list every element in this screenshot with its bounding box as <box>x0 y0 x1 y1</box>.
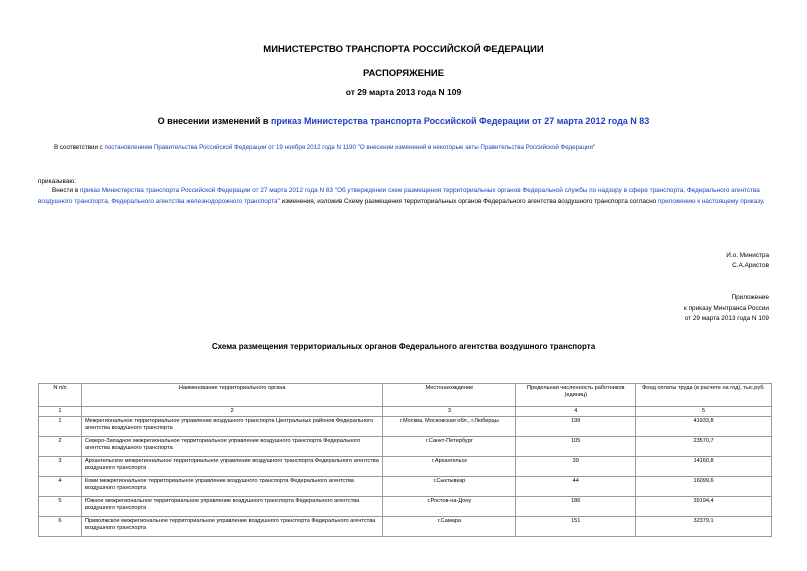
colnum-4: 4 <box>516 407 636 417</box>
table-row <box>39 437 772 457</box>
cell-location: г.Ростов-на-Дону <box>383 497 516 517</box>
cell-staff: 44 <box>516 477 636 497</box>
cell-fund: 32379,1 <box>636 517 772 537</box>
annex-line-3: от 29 марта 2013 года N 109 <box>684 315 769 322</box>
ministry-title: МИНИСТЕРСТВО ТРАНСПОРТА РОССИЙСКОЙ ФЕДЕРАЦИИ <box>263 44 544 55</box>
document-subject <box>0 116 807 126</box>
cell-location: г.Санкт-Петербург <box>383 437 516 457</box>
document-date: от 29 марта 2013 года N 109 <box>345 87 462 97</box>
basis-prefix: В соответствии с <box>54 144 105 151</box>
cell-num: 6 <box>39 517 82 537</box>
subject-link[interactable]: приказ Министерства транспорта Российской Федерации от 27 марта 2012 года N 83 <box>270 116 650 126</box>
cell-num: 4 <box>39 477 82 497</box>
table-row <box>39 417 772 437</box>
colnum-2: 2 <box>81 407 383 417</box>
table-row <box>39 517 772 537</box>
annex-link[interactable]: приложению к настоящему приказу <box>657 197 763 205</box>
cell-fund: 23570,7 <box>636 437 772 457</box>
para-suffix: . <box>762 197 765 205</box>
cell-staff: 39 <box>516 457 636 477</box>
para-prefix: Внести в <box>52 187 80 194</box>
signer-position: И.о. Министра <box>726 252 769 259</box>
document-type: РАСПОРЯЖЕНИЕ <box>362 68 445 79</box>
cell-num: 5 <box>39 497 82 517</box>
header-fund: Фонд оплаты труда (в расчете на год), тыс.руб. <box>636 384 772 407</box>
cell-location: г.Самара <box>383 517 516 537</box>
table-row <box>39 457 772 477</box>
cell-name: Межрегиональное территориальное управление воздушного транспорта Центральных районов Федерального агентства воздушного транспорта <box>81 417 383 437</box>
cell-location: г.Сыктывкар <box>383 477 516 497</box>
header-staff: Предельная численность работников (единиц) <box>516 384 636 407</box>
cell-num: 1 <box>39 417 82 437</box>
colnum-5: 5 <box>636 407 772 417</box>
table-row <box>39 477 772 497</box>
cell-fund: 14160,8 <box>636 457 772 477</box>
column-number-row <box>39 407 772 417</box>
order-83-link[interactable]: приказ Министерства транспорта Российской Федерации от 27 марта 2012 года N 83 "Об утверждении схем размещения территориальных органов Федеральной службы по надзору в сфере транспорта, Федерального агентства воздушного транспорта, Федерального агентства железнодорожного транспорта" <box>38 187 760 205</box>
annex-block <box>684 293 769 325</box>
para-middle: изменения, изложив Схему размещения территориальных органов Федерального агентства воздушного транспорта согласно <box>279 197 658 205</box>
cell-staff: 105 <box>516 437 636 457</box>
table-row <box>39 497 772 517</box>
cell-name: Приволжское межрегиональное территориальное управление воздушного транспорта Федерального агентства воздушного транспорта <box>81 517 383 537</box>
header-num: N п/п <box>39 384 82 407</box>
cell-staff: 186 <box>516 497 636 517</box>
cell-fund: 41933,8 <box>636 417 772 437</box>
cell-staff: 151 <box>516 517 636 537</box>
basis-link[interactable]: постановлением Правительства Российской Федерации от 19 ноября 2012 года N 1190 "О внесении изменений в некоторые акты Правительства Российской Федерации" <box>104 144 596 151</box>
order-paragraph <box>38 186 772 207</box>
cell-name: Южное межрегиональное территориальное управление воздушного транспорта Федерального агентства воздушного транспорта <box>81 497 383 517</box>
colnum-1: 1 <box>39 407 82 417</box>
cell-num: 3 <box>39 457 82 477</box>
placement-table <box>38 383 772 537</box>
cell-fund: 16099,6 <box>636 477 772 497</box>
cell-name: Коми межрегиональное территориальное управление воздушного транспорта Федерального агентства воздушного транспорта <box>81 477 383 497</box>
signature-block <box>726 251 769 271</box>
legal-basis <box>54 144 595 151</box>
colnum-3: 3 <box>383 407 516 417</box>
ordered-label: приказываю: <box>38 178 76 185</box>
header-name: Наименование территориального органа <box>81 384 383 407</box>
annex-line-2: к приказу Минтранса России <box>684 304 769 312</box>
schema-title: Схема размещения территориальных органов Федерального агентства воздушного транспорта <box>211 342 596 351</box>
cell-staff: 199 <box>516 417 636 437</box>
cell-num: 2 <box>39 437 82 457</box>
cell-name: Архангельское межрегиональное территориальное управление воздушного транспорта Федерального агентства воздушного транспорта <box>81 457 383 477</box>
cell-location: г.Москва, Московская обл., г.Люберцы <box>383 417 516 437</box>
annex-line-1: Приложение <box>731 294 769 301</box>
header-location: Местонахождение <box>383 384 516 407</box>
cell-fund: 39194,4 <box>636 497 772 517</box>
table-header-row <box>39 384 772 407</box>
subject-prefix: О внесении изменений в <box>157 116 271 126</box>
cell-location: г.Архангельск <box>383 457 516 477</box>
signer-name: С.А.Аристов <box>732 262 769 269</box>
cell-name: Северо-Западное межрегиональное территориальное управление воздушного транспорта Федерального агентства воздушного транспорта <box>81 437 383 457</box>
